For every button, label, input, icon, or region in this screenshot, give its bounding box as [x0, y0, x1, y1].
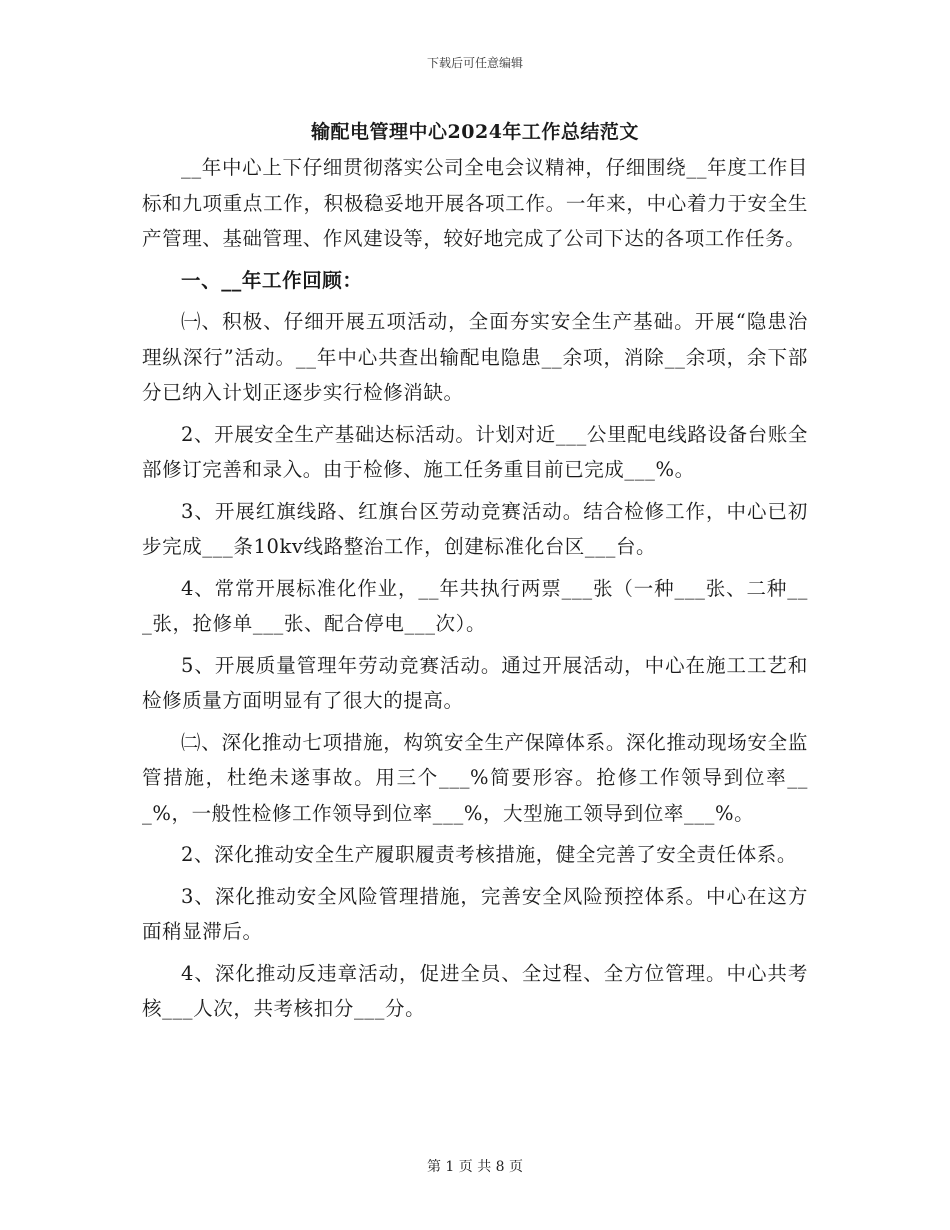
paragraph-item: 2、深化推动安全生产履职履责考核措施，健全完善了安全责任体系。 [181, 843, 798, 866]
document-body [142, 150, 808, 1033]
paragraph-item: 3、开展红旗线路、红旗台区劳动竞赛活动。结合检修工作，中心已初步完成___条10kv线路整治工作，创建标准化台区___台。 [142, 499, 808, 558]
paragraph-item: 5、开展质量管理年劳动竞赛活动。通过开展活动，中心在施工工艺和检修质量方面明显有了很大的提高。 [142, 653, 808, 712]
page-number: 第 1 页 共 8 页 [426, 1159, 524, 1175]
page-header-note: 下载后可任意编辑 [426, 56, 523, 70]
paragraph-item: 4、常常开展标准化作业，__年共执行两票___张（一种___张、二种___张，抢修单___张、配合停电___次）。 [142, 576, 808, 635]
paragraph-intro: __年中心上下仔细贯彻落实公司全电会议精神，仔细围绕__年度工作目标和九项重点工作，积极稳妥地开展各项工作。一年来，中心着力于安全生产管理、基础管理、作风建设等，较好地完成了公司下达的各项工作任务。 [142, 156, 808, 250]
paragraph-item: 3、深化推动安全风险管理措施，完善安全风险预控体系。中心在这方面稍显滞后。 [142, 884, 808, 943]
paragraph-item: ㈡、深化推动七项措施，构筑安全生产保障体系。深化推动现场安全监管措施，杜绝未遂事故。用三个___%简要形容。抢修工作领导到位率___%，一般性检修工作领导到位率___%，大型施工领导到位率___%。 [142, 730, 808, 825]
section-heading-review: 一、__年工作回顾： [181, 268, 363, 292]
paragraph-item: 2、开展安全生产基础达标活动。计划对近___公里配电线路设备台账全部修订完善和录入。由于检修、施工任务重目前已完成___%。 [142, 422, 808, 481]
paragraph-item: ㈠、积极、仔细开展五项活动，全面夯实安全生产基础。开展“隐患治理纵深行”活动。__年中心共查出输配电隐患__余项，消除__余项，余下部分已纳入计划正逐步实行检修消缺。 [142, 310, 808, 404]
paragraph-item: 4、深化推动反违章活动，促进全员、全过程、全方位管理。中心共考核___人次，共考核扣分___分。 [142, 961, 808, 1020]
document-title: 输配电管理中心2024年工作总结范文 [311, 121, 639, 143]
